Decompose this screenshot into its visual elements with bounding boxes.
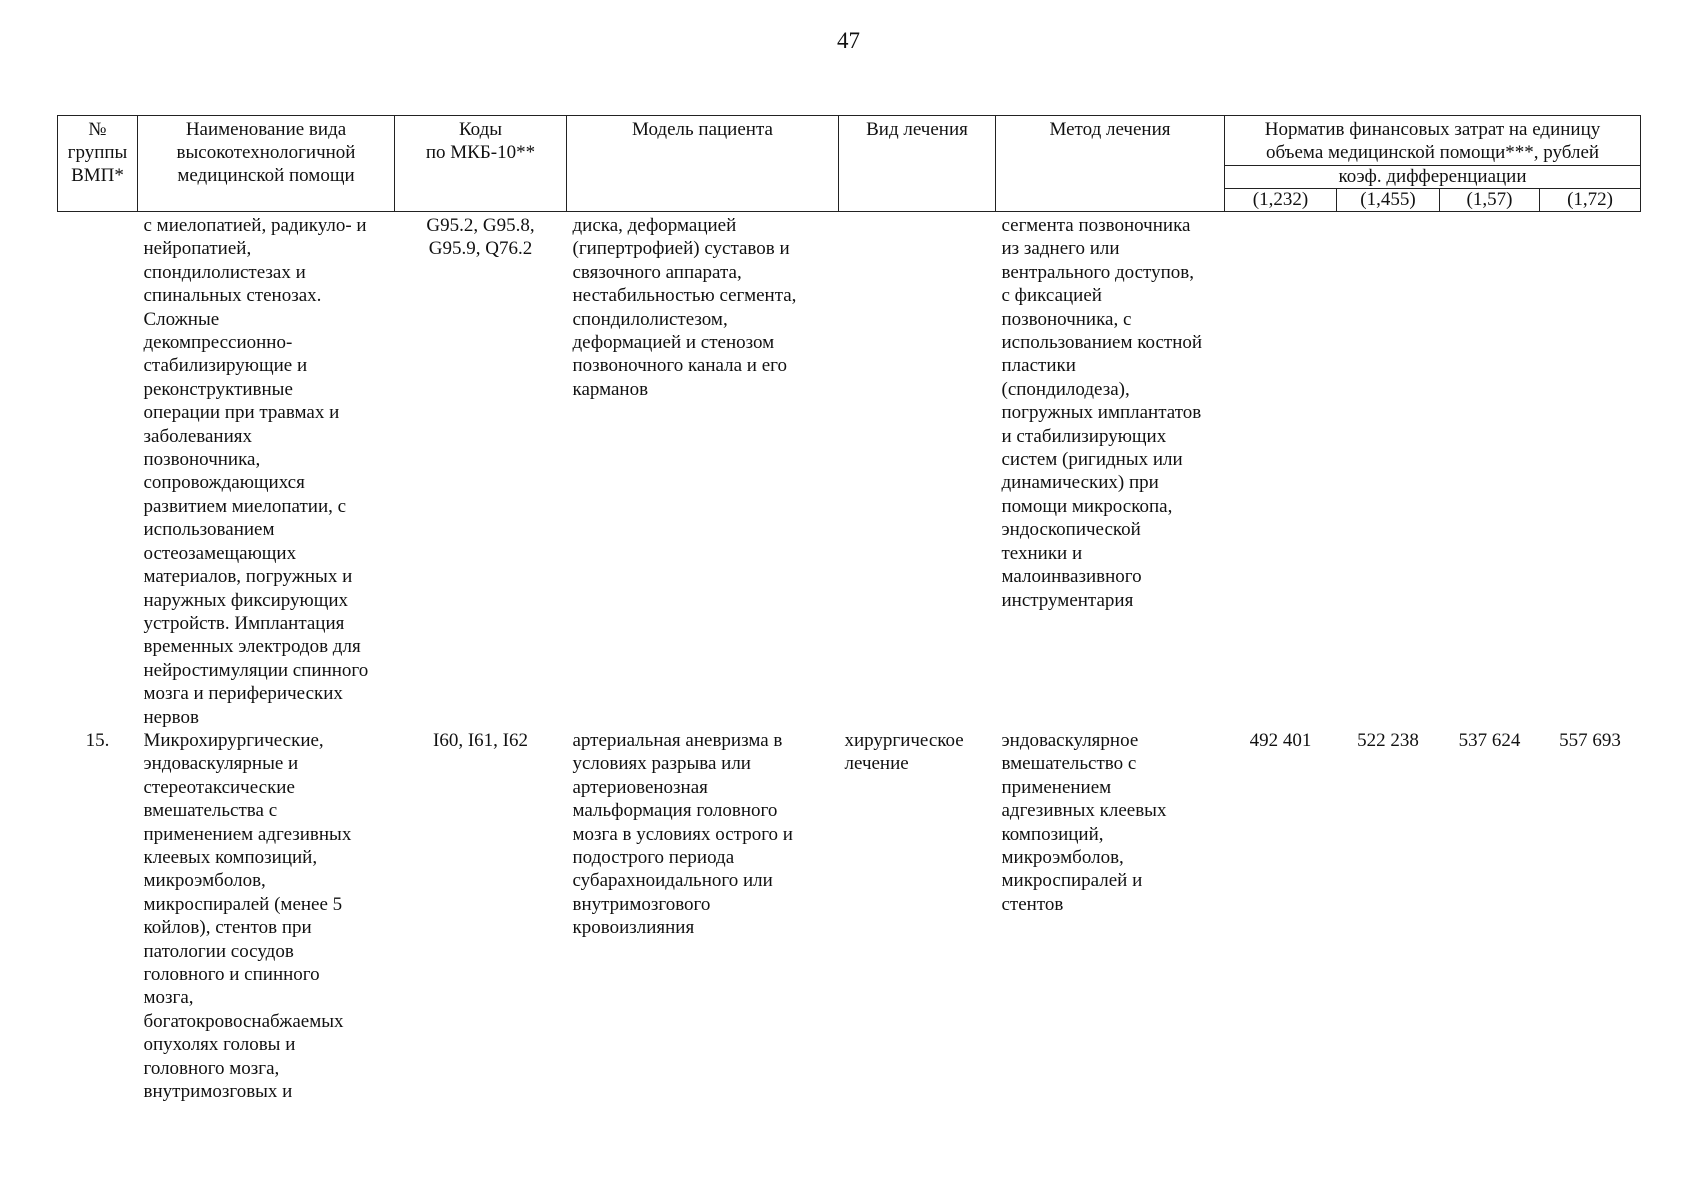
cell-cost-value: 522 238: [1357, 729, 1419, 751]
header-treatment-method: Метод лечения: [996, 116, 1225, 212]
header-cost-norm: Норматив финансовых затрат на единицу объема медицинской помощи***, рублей: [1225, 116, 1641, 166]
header-care-name: Наименование вида высокотехнологичной медицинской помощи: [138, 116, 395, 212]
table-header: [58, 116, 1641, 212]
header-patient-model: Модель пациента: [567, 116, 839, 212]
cell-patient-model: артериальная аневризма в условиях разрыва или артериовенозная мальформация головного мозга в условиях острого и подострого периода субарахноидального или внутримозгового кровоизлияния: [572, 729, 793, 939]
cell-group-number: [58, 212, 138, 729]
header-icd-codes: Коды по МКБ-10**: [395, 116, 567, 212]
cell-cost-value: [1440, 212, 1540, 729]
header-treatment-type: Вид лечения: [839, 116, 996, 212]
cell-cost-value: [1540, 212, 1641, 729]
cell-cost-value: [1337, 212, 1440, 729]
header-differentiation-coef: коэф. дифференциации: [1225, 166, 1641, 189]
header-coef-value: (1,232): [1225, 189, 1337, 212]
cell-care-name: Микрохирургические, эндоваскулярные и стереотаксические вмешательства с применением адгезивных клеевых композиций, микроэмболов, микроспиралей (менее 5 койлов), стентов при патологии сосудов головного и спинного мозга, богатокровоснабжаемых опухолях головы и головного мозга, внутримозговых и: [143, 729, 352, 1103]
table-body: [58, 212, 1641, 1104]
header-coef-value: (1,57): [1440, 189, 1540, 212]
vmp-table-container: [57, 115, 1640, 1103]
header-coef-value: (1,455): [1337, 189, 1440, 212]
cell-cost-value: [1225, 212, 1337, 729]
header-group-number: № группы ВМП*: [58, 116, 138, 212]
table-row: [58, 729, 1641, 1104]
cell-treatment-method: эндоваскулярное вмешательство с применением адгезивных клеевых композиций, микроэмболов, микроспиралей и стентов: [1001, 729, 1167, 915]
cell-icd-codes: G95.2, G95.8, G95.9, Q76.2: [426, 215, 535, 260]
cell-icd-codes: I60, I61, I62: [433, 729, 528, 751]
cell-cost-value: 537 624: [1458, 729, 1521, 751]
cell-treatment-type: хирургическое лечение: [844, 729, 964, 775]
cell-care-name: с миелопатией, радикуло- и нейропатией, спондилолистезах и спинальных стенозах. Сложные декомпрессионно- стабилизирующие и реконструктивные операции при травмах и заболеваниях позвоночника, сопровождающихся развитием миелопатии, с использованием остеозамещающих материалов, погружных и наружных фиксирующих устройств. Имплантация временных электродов для нейростимуляции спинного мозга и периферических нервов: [143, 215, 369, 728]
cell-cost-value: 557 693: [1559, 729, 1621, 751]
cell-treatment-type: [839, 212, 996, 729]
cell-patient-model: диска, деформацией (гипертрофией) суставов и связочного аппарата, нестабильностью сегмента, спондилолистезом, деформацией и стенозом позвоночного канала и его карманов: [572, 215, 797, 400]
cell-group-number: 15.: [85, 729, 110, 751]
table-row: [58, 212, 1641, 729]
cell-treatment-method: сегмента позвоночника из заднего или вентрального доступов, с фиксацией позвоночника, с использованием костной пластики (спондилодеза), погружных имплантатов и стабилизирующих систем (ригидных или динамических) при помощи микроскопа, эндоскопической техники и малоинвазивного инструментария: [1001, 215, 1203, 611]
header-coef-value: (1,72): [1540, 189, 1641, 212]
page-number: 47: [837, 28, 860, 53]
cell-cost-value: 492 401: [1249, 729, 1312, 751]
vmp-table: [57, 115, 1641, 1103]
